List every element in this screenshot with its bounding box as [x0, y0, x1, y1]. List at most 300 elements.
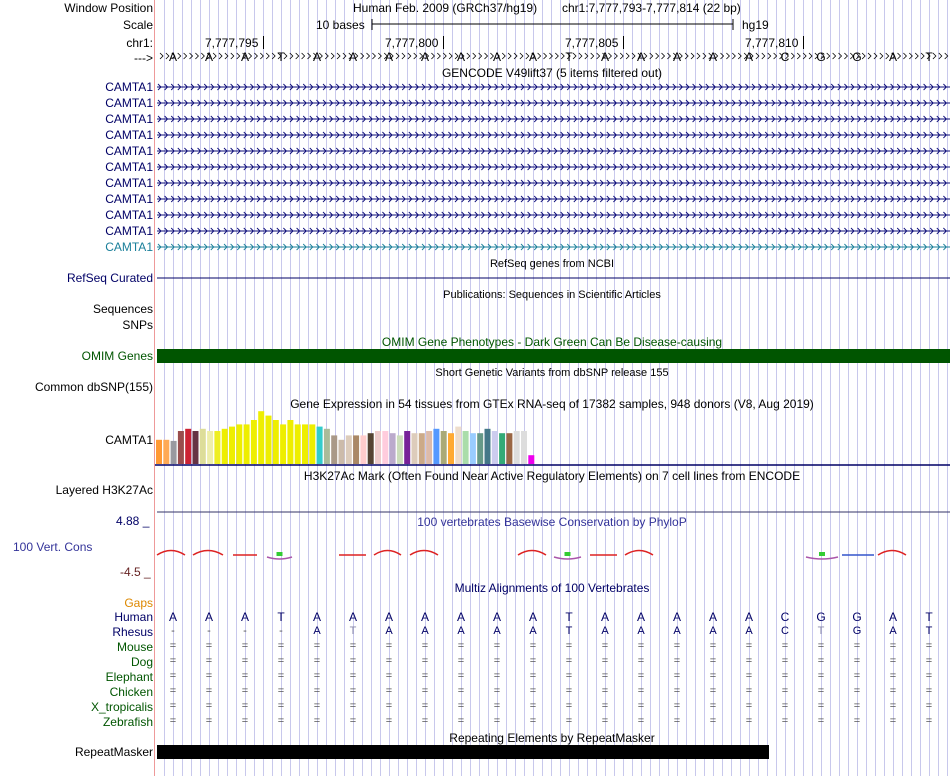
alignment-base: A: [744, 610, 753, 624]
strand-arrow: [219, 53, 222, 59]
strand-arrow: [903, 53, 906, 59]
species-label-zebrafish[interactable]: Zebrafish: [102, 715, 153, 729]
species-label-rhesus[interactable]: Rhesus: [112, 625, 153, 639]
alignment-base: =: [349, 700, 357, 712]
base-letter: A: [168, 50, 177, 64]
alignment-base: =: [241, 715, 249, 727]
gtex-bar: [171, 441, 177, 464]
alignment-base: =: [565, 715, 573, 727]
gtex-bar: [433, 429, 439, 464]
gaps-label[interactable]: Gaps: [124, 596, 153, 610]
alignment-base: A: [313, 625, 321, 637]
strand-arrow: [414, 53, 417, 59]
strand-arrow: [431, 53, 434, 59]
alignment-base: =: [817, 685, 825, 697]
strand-arrow: [709, 53, 712, 59]
species-label-human[interactable]: Human: [114, 610, 153, 624]
gencode-transcript-label[interactable]: CAMTA1: [105, 96, 153, 110]
strand-arrow: [302, 53, 305, 59]
strand-arrow: [856, 53, 859, 59]
alignment-base: =: [745, 655, 753, 667]
strand-arrow: [555, 53, 558, 59]
strand-arrow: [597, 53, 600, 59]
refseq-title: RefSeq genes from NCBI: [489, 258, 615, 270]
publications-label-2[interactable]: SNPs: [122, 318, 153, 332]
alignment-base: =: [457, 700, 465, 712]
alignment-base: =: [457, 715, 465, 727]
alignment-base: =: [385, 700, 393, 712]
alignment-base: =: [241, 670, 249, 682]
alignment-base: A: [492, 610, 501, 624]
strand-arrow: [608, 53, 611, 59]
strand-arrow: [313, 53, 316, 59]
strand-arrow: [485, 53, 488, 59]
strand-arrow: [260, 53, 263, 59]
alignment-base: A: [348, 610, 357, 624]
gtex-bar: [463, 431, 469, 464]
gtex-bar: [470, 433, 476, 464]
alignment-base: =: [637, 700, 645, 712]
alignment-base: =: [277, 685, 285, 697]
alignment-base: =: [313, 715, 321, 727]
gtex-bar: [390, 433, 396, 464]
alignment-base: A: [601, 625, 609, 637]
publications-label-1[interactable]: Sequences: [92, 302, 153, 316]
strand-arrow: [479, 53, 482, 59]
strand-arrow: [461, 53, 464, 59]
alignment-base: -: [243, 625, 247, 637]
strand-arrow: [868, 53, 871, 59]
alignment-base: =: [493, 715, 501, 727]
strand-arrow: [384, 53, 387, 59]
gtex-bar: [214, 431, 220, 464]
gtex-label[interactable]: CAMTA1: [105, 433, 153, 447]
strand-arrow: [614, 53, 617, 59]
gtex-bar: [280, 424, 286, 464]
strand-arrow: [166, 53, 169, 59]
alignment-base: A: [168, 610, 177, 624]
alignment-base: T: [277, 610, 285, 624]
alignment-base: A: [456, 610, 465, 624]
base-letter: A: [492, 50, 501, 64]
base-letter: A: [708, 50, 717, 64]
alignment-base: =: [601, 640, 609, 652]
strand-arrow: [284, 53, 287, 59]
gtex-bar: [324, 429, 330, 464]
alignment-base: G: [852, 625, 862, 637]
gencode-transcript-label[interactable]: CAMTA1: [105, 192, 153, 206]
strand-arrow: [390, 53, 393, 59]
gtex-bar: [244, 424, 250, 464]
strand-label: --->: [134, 51, 153, 65]
alignment-base: G: [816, 610, 826, 624]
h3k27ac-label[interactable]: Layered H3K27Ac: [55, 483, 153, 497]
gencode-title: GENCODE V49lift37 (5 items filtered out): [441, 66, 663, 80]
phylop-signal: [410, 551, 438, 556]
phylop-signal: [554, 557, 581, 559]
phylop-signal: [806, 557, 838, 559]
alignment-base: =: [493, 670, 501, 682]
strand-arrow: [768, 53, 771, 59]
alignment-base: -: [207, 625, 211, 637]
strand-arrow: [827, 53, 830, 59]
gtex-bar: [368, 433, 374, 464]
strand-arrow: [780, 53, 783, 59]
alignment-base: =: [529, 670, 537, 682]
alignment-base: =: [925, 670, 933, 682]
strand-arrow: [603, 53, 606, 59]
gencode-transcript-label[interactable]: CAMTA1: [105, 176, 153, 190]
strand-arrow: [532, 53, 535, 59]
scale-text: 10 bases: [316, 18, 365, 32]
alignment-base: G: [852, 610, 862, 624]
alignment-base: =: [889, 715, 897, 727]
alignment-base: =: [925, 685, 933, 697]
gtex-bar: [397, 435, 403, 464]
alignment-base: A: [421, 625, 429, 637]
gtex-bar: [331, 435, 337, 464]
alignment-base: =: [313, 670, 321, 682]
position-text: chr1:7,777,793-7,777,814 (22 bp): [562, 1, 741, 15]
alignment-base: A: [385, 625, 393, 637]
strand-arrow: [620, 53, 623, 59]
strand-arrow: [266, 53, 269, 59]
alignment-base: =: [925, 700, 933, 712]
alignment-base: =: [853, 715, 861, 727]
alignment-base: =: [709, 640, 717, 652]
alignment-base: A: [708, 610, 717, 624]
strand-arrow: [797, 53, 800, 59]
strand-arrow: [237, 53, 240, 59]
gtex-bar: [266, 416, 272, 464]
multiz-title: Multiz Alignments of 100 Vertebrates: [454, 581, 650, 595]
base-letter: A: [312, 50, 321, 64]
alignment-base: =: [853, 640, 861, 652]
alignment-base: =: [205, 700, 213, 712]
alignment-base: =: [781, 655, 789, 667]
base-letter: A: [528, 50, 537, 64]
gtex-bar: [477, 433, 483, 464]
alignment-base: =: [745, 640, 753, 652]
alignment-base: =: [853, 655, 861, 667]
strand-arrow: [455, 53, 458, 59]
strand-arrow: [921, 53, 924, 59]
phylop-signal: [267, 557, 292, 559]
alignment-base: =: [601, 700, 609, 712]
strand-arrow: [549, 53, 552, 59]
alignment-base: T: [349, 625, 357, 637]
strand-arrow: [726, 53, 729, 59]
alignment-base: =: [817, 640, 825, 652]
gtex-bar: [178, 431, 184, 464]
base-letter: A: [420, 50, 429, 64]
alignment-base: =: [385, 670, 393, 682]
base-letter: A: [888, 50, 897, 64]
gtex-bar: [441, 431, 447, 464]
alignment-base: A: [493, 625, 501, 637]
gtex-bar: [229, 427, 235, 464]
strand-arrow: [738, 53, 741, 59]
dbsnp-label[interactable]: Common dbSNP(155): [34, 380, 153, 394]
ruler-tick-label-1: 7,777,795: [205, 36, 259, 50]
gtex-bar: [528, 455, 534, 464]
alignment-base: =: [601, 655, 609, 667]
strand-arrow: [195, 53, 198, 59]
alignment-base: =: [673, 655, 681, 667]
gtex-bar: [375, 431, 381, 464]
alignment-base: =: [241, 685, 249, 697]
species-label-x_tropicalis[interactable]: X_tropicalis: [90, 700, 153, 714]
species-label-mouse[interactable]: Mouse: [116, 640, 153, 654]
gtex-bar: [309, 424, 315, 464]
species-label-elephant[interactable]: Elephant: [105, 670, 153, 684]
strand-arrow: [396, 53, 399, 59]
alignment-base: C: [781, 625, 789, 637]
strand-arrow: [691, 53, 694, 59]
alignment-base: =: [421, 655, 429, 667]
phylop-conserved-mark: [565, 552, 571, 556]
alignment-base: A: [204, 610, 213, 624]
alignment-base: =: [241, 640, 249, 652]
strand-arrow: [355, 53, 358, 59]
base-letter: A: [456, 50, 465, 64]
gencode-transcript-label[interactable]: CAMTA1: [105, 160, 153, 174]
alignment-base: A: [529, 625, 537, 637]
strand-arrow: [638, 53, 641, 59]
gtex-bar: [514, 431, 520, 464]
strand-arrow: [679, 53, 682, 59]
refseq-label[interactable]: RefSeq Curated: [66, 271, 153, 285]
strand-arrow: [721, 53, 724, 59]
phylop-label[interactable]: 100 Vert. Cons: [13, 540, 93, 554]
alignment-base: A: [745, 625, 753, 637]
gencode-transcript-label[interactable]: CAMTA1: [105, 80, 153, 94]
alignment-base: =: [565, 700, 573, 712]
alignment-base: =: [745, 670, 753, 682]
phylop-signal: [878, 551, 906, 556]
alignment-base: =: [745, 685, 753, 697]
alignment-base: A: [637, 625, 645, 637]
base-letter: A: [348, 50, 357, 64]
alignment-base: =: [781, 700, 789, 712]
gencode-transcript-label[interactable]: CAMTA1: [105, 224, 153, 238]
gtex-bar: [258, 411, 264, 464]
strand-arrow: [426, 53, 429, 59]
alignment-base: =: [169, 715, 177, 727]
dbsnp-title: Short Genetic Variants from dbSNP release 155: [435, 367, 669, 379]
alignment-base: T: [817, 625, 825, 637]
strand-arrow: [880, 53, 883, 59]
gtex-bar: [193, 431, 199, 464]
phylop-signal: [518, 551, 546, 556]
ruler-tick-label-3: 7,777,805: [565, 36, 619, 50]
alignment-base: =: [889, 685, 897, 697]
repeatmasker-title: Repeating Elements by RepeatMasker: [449, 731, 655, 745]
gtex-bar: [492, 431, 498, 464]
alignment-base: =: [421, 700, 429, 712]
alignment-base: =: [169, 655, 177, 667]
gtex-bar: [207, 431, 213, 464]
strand-arrow: [579, 53, 582, 59]
strand-arrow: [254, 53, 257, 59]
strand-arrow: [243, 53, 246, 59]
strand-arrow: [290, 53, 293, 59]
strand-arrow: [561, 53, 564, 59]
alignment-base: =: [385, 640, 393, 652]
alignment-base: =: [421, 640, 429, 652]
alignment-base: =: [421, 715, 429, 727]
alignment-base: =: [277, 655, 285, 667]
strand-arrow: [744, 53, 747, 59]
strand-arrow: [567, 53, 570, 59]
alignment-base: =: [565, 670, 573, 682]
gtex-bar: [521, 431, 527, 464]
alignment-base: A: [889, 625, 897, 637]
strand-arrow: [774, 53, 777, 59]
alignment-base: =: [205, 670, 213, 682]
strand-arrow: [184, 53, 187, 59]
base-letter: A: [384, 50, 393, 64]
alignment-base: A: [240, 610, 249, 624]
alignment-base: T: [925, 625, 933, 637]
alignment-base: =: [601, 685, 609, 697]
omim-label[interactable]: OMIM Genes: [81, 349, 153, 363]
alignment-base: A: [420, 610, 429, 624]
alignment-base: =: [853, 685, 861, 697]
strand-arrow: [750, 53, 753, 59]
gtex-bar: [317, 427, 323, 464]
alignment-base: =: [889, 670, 897, 682]
omim-bar: [157, 349, 950, 363]
alignment-base: =: [889, 640, 897, 652]
strand-arrow: [367, 53, 370, 59]
alignment-base: =: [529, 700, 537, 712]
strand-arrow: [496, 53, 499, 59]
gencode-transcript-label[interactable]: CAMTA1: [105, 128, 153, 142]
strand-arrow: [632, 53, 635, 59]
strand-arrow: [337, 53, 340, 59]
h3k27ac-title: H3K27Ac Mark (Often Found Near Active Regulatory Elements) on 7 cell lines from ENCODE: [303, 469, 801, 483]
ruler-tick-label-2: 7,777,800: [385, 36, 439, 50]
species-label-chicken[interactable]: Chicken: [109, 685, 153, 699]
gencode-transcript-label[interactable]: CAMTA1: [105, 208, 153, 222]
alignment-base: =: [817, 655, 825, 667]
alignment-base: =: [817, 670, 825, 682]
strand-arrow: [909, 53, 912, 59]
gtex-bar: [419, 433, 425, 464]
gtex-bar: [163, 440, 169, 464]
alignment-base: =: [493, 655, 501, 667]
gtex-bar: [360, 435, 366, 464]
chrom-label: chr1:: [126, 36, 153, 50]
repeatmasker-bar: [157, 745, 769, 759]
strand-arrow: [915, 53, 918, 59]
alignment-base: =: [529, 640, 537, 652]
alignment-base: =: [565, 640, 573, 652]
alignment-base: =: [673, 700, 681, 712]
strand-arrow: [821, 53, 824, 59]
strand-arrow: [538, 53, 541, 59]
strand-arrow: [662, 53, 665, 59]
strand-arrow: [785, 53, 788, 59]
strand-arrow: [526, 53, 529, 59]
alignment-base: =: [673, 640, 681, 652]
gencode-transcript-label[interactable]: CAMTA1: [105, 144, 153, 158]
alignment-base: =: [313, 640, 321, 652]
alignment-base: =: [277, 715, 285, 727]
strand-arrow: [833, 53, 836, 59]
alignment-base: =: [817, 715, 825, 727]
phylop-conserved-mark: [819, 552, 825, 556]
alignment-base: =: [673, 685, 681, 697]
strand-arrow: [508, 53, 511, 59]
alignment-base: =: [637, 655, 645, 667]
base-letter: A: [744, 50, 753, 64]
gtex-bar: [273, 420, 279, 464]
window-position-label: Window Position: [64, 1, 153, 15]
alignment-base: =: [277, 700, 285, 712]
strand-arrow: [514, 53, 517, 59]
gtex-title: Gene Expression in 54 tissues from GTEx RNA-seq of 17382 samples, 948 donors (V8, Aug 2019): [290, 397, 814, 411]
strand-arrow: [673, 53, 676, 59]
repeatmasker-label[interactable]: RepeatMasker: [74, 745, 153, 759]
phylop-conserved-mark: [277, 552, 283, 556]
strand-arrow: [886, 53, 889, 59]
strand-arrow: [378, 53, 381, 59]
publications-title: Publications: Sequences in Scientific Articles: [443, 289, 661, 301]
strand-arrow: [272, 53, 275, 59]
gtex-bar: [382, 431, 388, 464]
alignment-base: =: [529, 655, 537, 667]
alignment-base: =: [709, 715, 717, 727]
gencode-transcript-label[interactable]: CAMTA1: [105, 112, 153, 126]
alignment-base: =: [853, 700, 861, 712]
strand-arrow: [160, 53, 163, 59]
strand-arrow: [467, 53, 470, 59]
alignment-base: A: [312, 610, 321, 624]
strand-arrow: [585, 53, 588, 59]
alignment-base: -: [171, 625, 175, 637]
alignment-base: =: [673, 715, 681, 727]
strand-arrow: [650, 53, 653, 59]
alignment-base: =: [205, 685, 213, 697]
strand-arrow: [762, 53, 765, 59]
gencode-transcript-label[interactable]: CAMTA1: [105, 240, 153, 254]
strand-arrow: [213, 53, 216, 59]
alignment-base: T: [925, 610, 933, 624]
alignment-base: -: [279, 625, 283, 637]
strand-arrow: [862, 53, 865, 59]
strand-arrow: [573, 53, 576, 59]
base-letter: T: [565, 50, 573, 64]
alignment-base: =: [457, 685, 465, 697]
species-label-dog[interactable]: Dog: [130, 655, 153, 669]
alignment-base: =: [457, 670, 465, 682]
base-letter: C: [780, 50, 790, 64]
alignment-base: =: [421, 670, 429, 682]
strand-arrow: [349, 53, 352, 59]
alignment-base: =: [673, 670, 681, 682]
alignment-base: =: [205, 715, 213, 727]
gtex-bar: [222, 429, 228, 464]
gtex-bar: [404, 431, 410, 464]
alignment-base: =: [601, 715, 609, 727]
strand-arrow: [331, 53, 334, 59]
strand-arrow: [544, 53, 547, 59]
alignment-base: =: [385, 715, 393, 727]
strand-arrow: [520, 53, 523, 59]
strand-arrow: [319, 53, 322, 59]
